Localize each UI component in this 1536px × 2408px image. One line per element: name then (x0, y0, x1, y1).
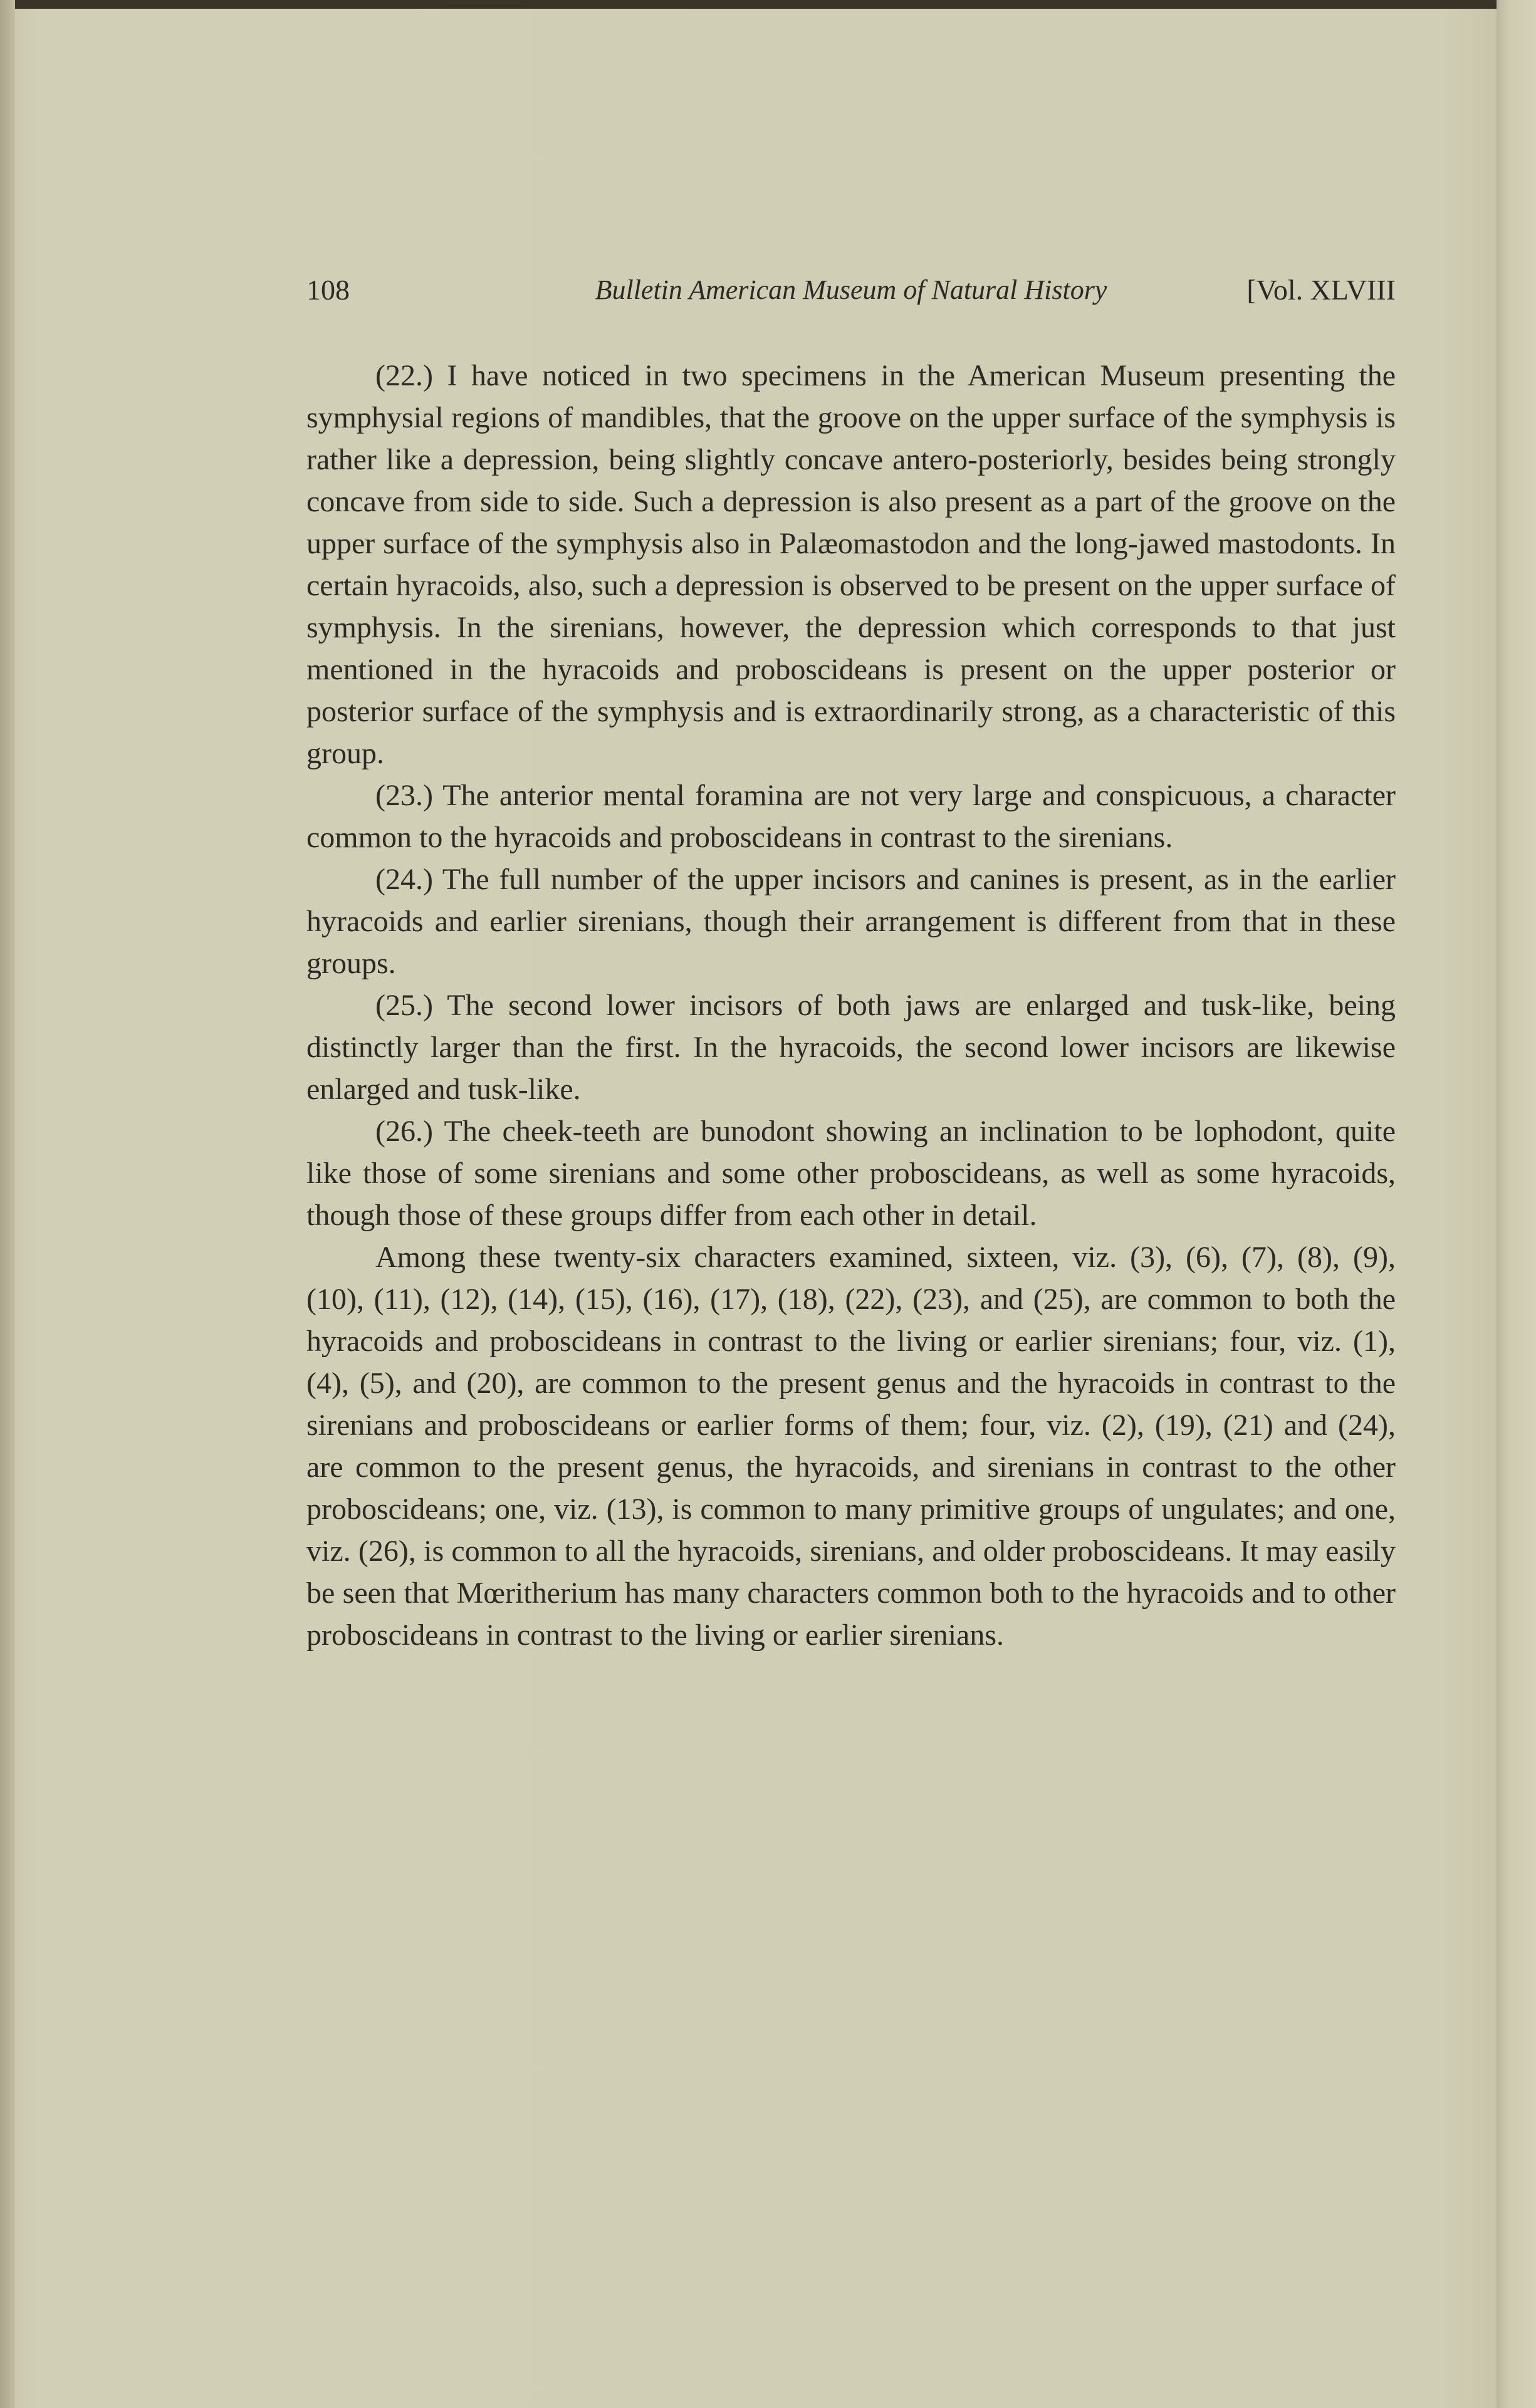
page-top-edge (0, 0, 1536, 9)
page-bottom-space (306, 1656, 1396, 1662)
page-left-edge (0, 0, 15, 2408)
paragraph-22: (22.) I have noticed in two specimens in the American Museum presenting the symphysial regions of mandibles, that the groove on the upper surface of the symphysis is rather like a depression, being slightly concave antero-posteriorly, besides being strongly concave from side to side. Such a depression is also present as a part of the groove on the upper surface of the symphysis also in Palæomastodon and the long-jawed mastodonts. In certain hyracoids, also, such a depression is observed to be present on the upper surface of symphysis. In the sirenians, however, the depression which corresponds to that just mentioned in the hyracoids and proboscideans is present on the upper posterior or posterior surface of the symphysis and is extraordinarily strong, as a characteristic of this group. (306, 359, 1396, 770)
paragraph-25: (25.) The second lower incisors of both jaws are enlarged and tusk-like, being distinctly larger than the first. In the hyracoids, the second lower incisors are likewise enlarged and tusk-like. (306, 989, 1396, 1106)
paragraph-24: (24.) The full number of the upper incisors and canines is present, as in the earlier hyracoids and earlier sirenians, though their arrangement is different from that in these groups. (306, 863, 1396, 980)
paragraph-26: (26.) The cheek-teeth are bunodont showing an inclination to be lophodont, quite like those of some sirenians and some other proboscideans, as well as some hyracoids, though those of these groups differ from each other in detail. (306, 1115, 1396, 1232)
volume-label: [Vol. XLVIII (1246, 274, 1396, 306)
page-right-edge (1497, 0, 1536, 2408)
text-block (306, 262, 1396, 1662)
running-title: Bulletin American Museum of Natural History (595, 274, 1107, 305)
running-header (306, 262, 1396, 318)
summary-paragraph: Among these twenty-six characters examined, sixteen, viz. (3), (6), (7), (8), (9), (10), (11), (12), (14), (15), (16), (17), (18), (22), (23), and (25), are common to both the hyracoids and proboscideans in contrast to the living or earlier sirenians; four, viz. (1), (4), (5), and (20), are common to the present genus and the hyracoids in contrast to the sirenians and proboscideans or earlier forms of them; four, viz. (2), (19), (21) and (24), are common to the present genus, the hyracoids, and sirenians in contrast to the other proboscideans; one, viz. (13), is common to many primitive groups of ungulates; and one, viz. (26), is common to all the hyracoids, sirenians, and older proboscideans. It may easily be seen that Mœritherium has many characters common both to the hyracoids and to other proboscideans in contrast to the living or earlier sirenians. (306, 1241, 1396, 1652)
page-number: 108 (306, 274, 350, 306)
paragraph-23: (23.) The anterior mental foramina are not very large and conspicuous, a character common to the hyracoids and proboscideans in contrast to the sirenians. (306, 779, 1396, 854)
